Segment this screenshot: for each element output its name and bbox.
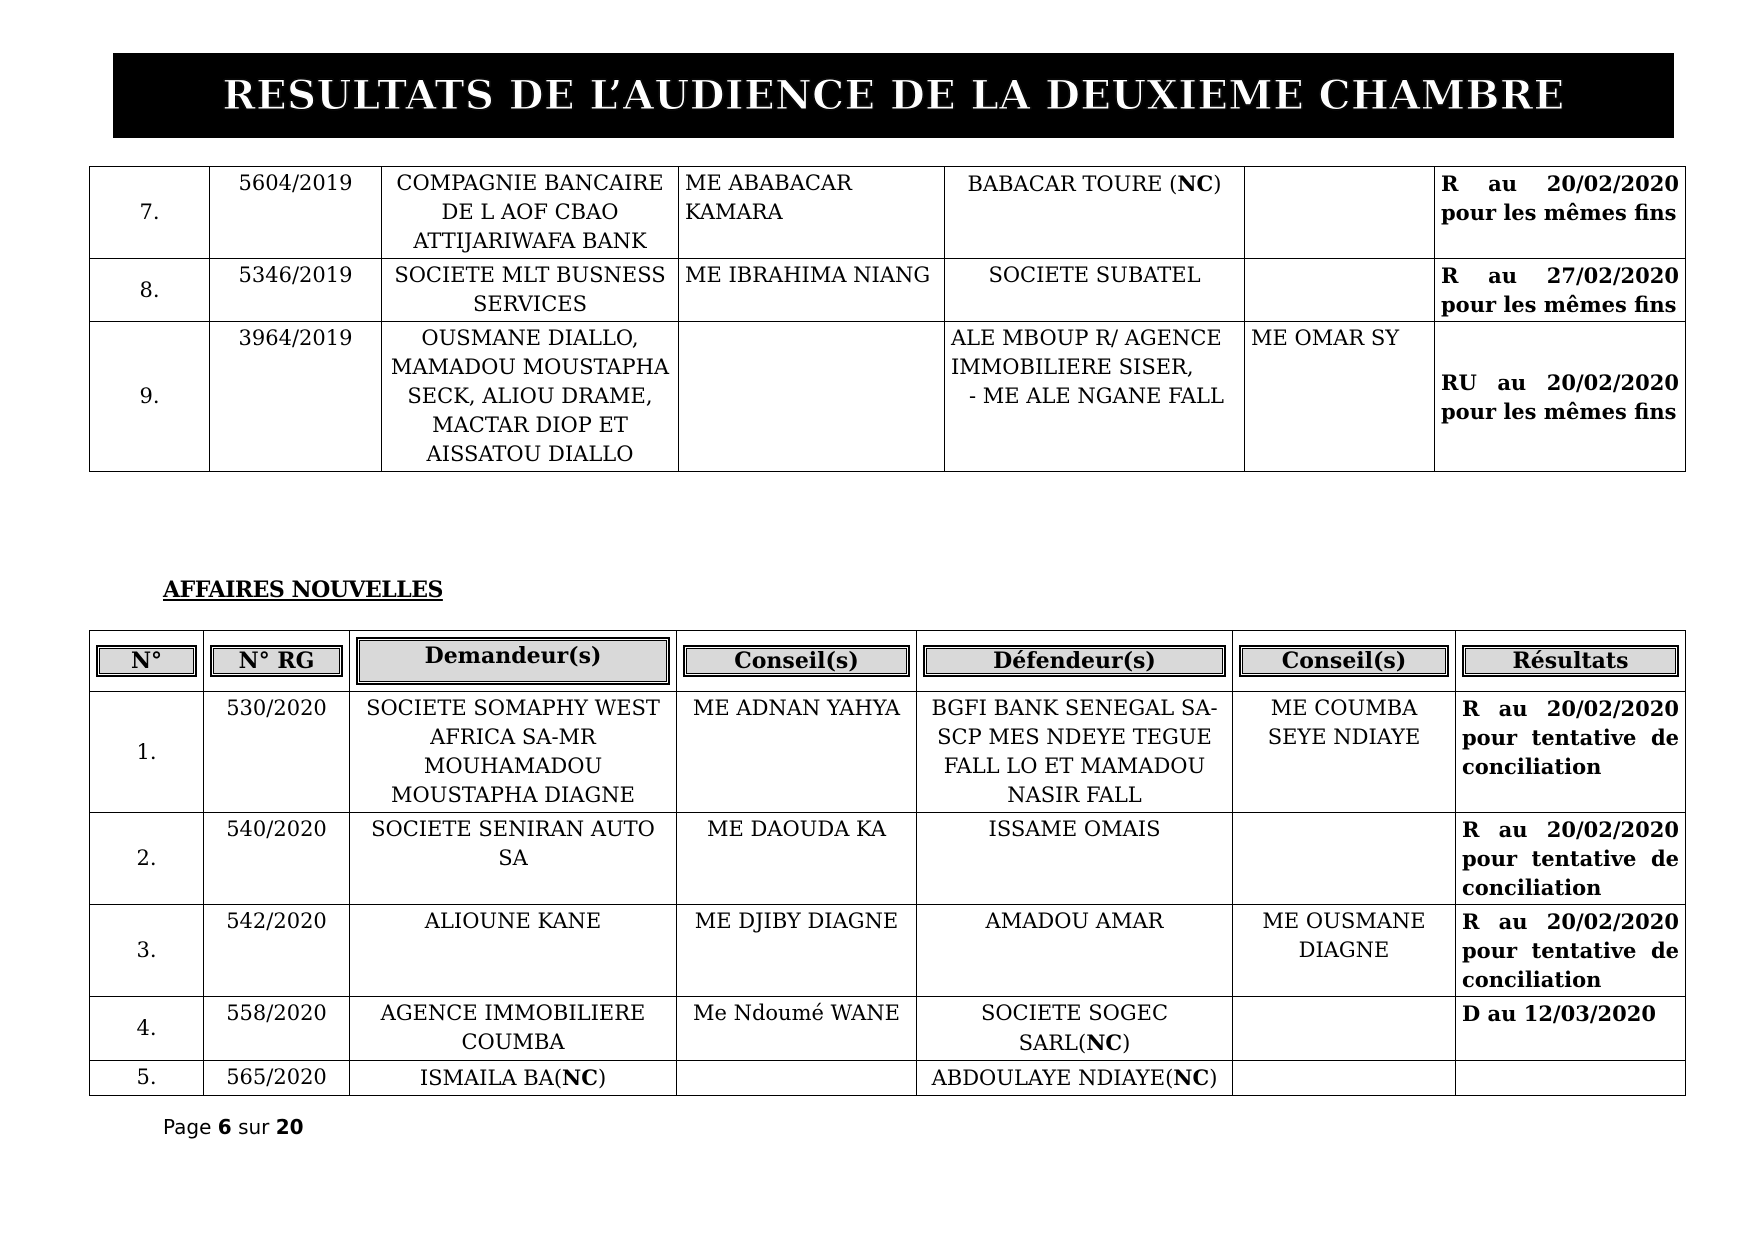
plaintiff-counsel: ME ADNAN YAHYA <box>677 692 917 813</box>
header-defendant <box>917 631 1233 692</box>
rg-number: 558/2020 <box>204 997 350 1061</box>
defendant-counsel: ME OUSMANE DIAGNE <box>1233 905 1456 997</box>
rg-number: 565/2020 <box>204 1061 350 1096</box>
rg-number: 5604/2019 <box>210 167 382 259</box>
header-rg <box>204 631 350 692</box>
header-label: Demandeur(s) <box>356 637 670 685</box>
header-result <box>1456 631 1686 692</box>
defendant-counsel: ME COUMBA SEYE NDIAYE <box>1233 692 1456 813</box>
plaintiff-counsel: ME IBRAHIMA NIANG <box>679 259 945 322</box>
table-row <box>90 905 1686 997</box>
table-row <box>90 1061 1686 1096</box>
header-label: N° RG <box>210 645 343 677</box>
defendant-line: ALE MBOUP R/ AGENCE IMMOBILIERE SISER, <box>951 326 1222 379</box>
header-number <box>90 631 204 692</box>
header-label: N° <box>96 645 197 677</box>
case-number: 4. <box>90 997 204 1061</box>
table-row <box>90 259 1686 322</box>
result: RU au 20/02/2020 pour les mêmes fins <box>1435 322 1686 472</box>
defendant: SOCIETE SUBATEL <box>945 259 1245 322</box>
plaintiff-counsel <box>677 1061 917 1096</box>
case-number: 8. <box>90 259 210 322</box>
nc-marker: NC <box>1173 1065 1210 1090</box>
defendant: BGFI BANK SENEGAL SA-SCP MES NDEYE TEGUE FALL LO ET MAMADOU NASIR FALL <box>917 692 1233 813</box>
result: R au 20/02/2020 pour tentative de conciliation <box>1456 813 1686 905</box>
defendant-counsel <box>1245 259 1435 322</box>
defendant-line: - ME ALE NGANE FALL <box>969 384 1224 408</box>
result: D au 12/03/2020 <box>1456 997 1686 1061</box>
defendant <box>917 1061 1233 1096</box>
header-label: Résultats <box>1462 645 1679 677</box>
rg-number: 530/2020 <box>204 692 350 813</box>
case-number: 7. <box>90 167 210 259</box>
plaintiff-close: ) <box>597 1066 607 1090</box>
sur-word: sur <box>238 1115 270 1139</box>
plaintiff: SOCIETE SOMAPHY WEST AFRICA SA-MR MOUHAMADOU MOUSTAPHA DIAGNE <box>350 692 677 813</box>
table-row <box>90 997 1686 1061</box>
nc-marker: NC <box>1177 171 1214 196</box>
header-defendant-counsel <box>1233 631 1456 692</box>
plaintiff-name: ISMAILA BA( <box>419 1066 563 1090</box>
case-number: 1. <box>90 692 204 813</box>
defendant-close: ) <box>1209 1066 1218 1090</box>
plaintiff-counsel: ME DJIBY DIAGNE <box>677 905 917 997</box>
table-row <box>90 322 1686 472</box>
page-title: RESULTATS DE L’AUDIENCE DE LA DEUXIEME CHAMBRE <box>222 72 1565 119</box>
plaintiff <box>350 1061 677 1096</box>
plaintiff-counsel: ME ABABACAR KAMARA <box>679 167 945 259</box>
section-title: AFFAIRES NOUVELLES <box>163 577 443 603</box>
defendant <box>917 997 1233 1061</box>
rg-number: 3964/2019 <box>210 322 382 472</box>
defendant-counsel <box>1245 167 1435 259</box>
nc-marker: NC <box>562 1065 598 1090</box>
plaintiff: COMPAGNIE BANCAIRE DE L AOF CBAO ATTIJARIWAFA BANK <box>382 167 679 259</box>
defendant: ISSAME OMAIS <box>917 813 1233 905</box>
table-row <box>90 692 1686 813</box>
plaintiff-counsel: Me Ndoumé WANE <box>677 997 917 1061</box>
header-label: Conseil(s) <box>1239 645 1449 677</box>
plaintiff: OUSMANE DIALLO, MAMADOU MOUSTAPHA SECK, ALIOU DRAME, MACTAR DIOP ET AISSATOU DIALLO <box>382 322 679 472</box>
rg-number: 542/2020 <box>204 905 350 997</box>
plaintiff: SOCIETE SENIRAN AUTO SA <box>350 813 677 905</box>
defendant: AMADOU AMAR <box>917 905 1233 997</box>
defendant-close: ) <box>1213 172 1222 196</box>
plaintiff: ALIOUNE KANE <box>350 905 677 997</box>
case-number: 3. <box>90 905 204 997</box>
header-plaintiff <box>350 631 677 692</box>
defendant-close: ) <box>1122 1031 1131 1055</box>
new-cases-table <box>89 630 1686 1096</box>
table-row <box>90 813 1686 905</box>
page-number: 6 <box>217 1115 232 1139</box>
nc-marker: NC <box>1086 1030 1123 1055</box>
case-number: 2. <box>90 813 204 905</box>
page-total: 20 <box>275 1115 304 1139</box>
defendant-name: SOCIETE SOGEC SARL( <box>980 1001 1169 1055</box>
plaintiff-counsel <box>679 322 945 472</box>
defendant-counsel: ME OMAR SY <box>1245 322 1435 472</box>
plaintiff: AGENCE IMMOBILIERE COUMBA <box>350 997 677 1061</box>
header-label: Conseil(s) <box>683 645 910 677</box>
defendant-counsel <box>1233 813 1456 905</box>
plaintiff-counsel: ME DAOUDA KA <box>677 813 917 905</box>
page-word: Page <box>163 1115 212 1139</box>
rg-number: 540/2020 <box>204 813 350 905</box>
case-number: 9. <box>90 322 210 472</box>
defendant-counsel <box>1233 997 1456 1061</box>
defendant-counsel <box>1233 1061 1456 1096</box>
table-row <box>90 167 1686 259</box>
page-footer <box>163 1115 304 1139</box>
defendant-name: BABACAR TOURE ( <box>967 172 1178 196</box>
result: R au 27/02/2020 pour les mêmes fins <box>1435 259 1686 322</box>
table-header-row <box>90 631 1686 692</box>
header-plaintiff-counsel <box>677 631 917 692</box>
defendant <box>945 322 1245 472</box>
result <box>1456 1061 1686 1096</box>
result: R au 20/02/2020 pour les mêmes fins <box>1435 167 1686 259</box>
result: R au 20/02/2020 pour tentative de conciliation <box>1456 905 1686 997</box>
case-number: 5. <box>90 1061 204 1096</box>
results-table-continued <box>89 166 1686 472</box>
plaintiff: SOCIETE MLT BUSNESS SERVICES <box>382 259 679 322</box>
rg-number: 5346/2019 <box>210 259 382 322</box>
header-label: Défendeur(s) <box>923 645 1226 677</box>
defendant-name: ABDOULAYE NDIAYE( <box>931 1066 1174 1090</box>
defendant <box>945 167 1245 259</box>
header-banner <box>113 53 1674 138</box>
result: R au 20/02/2020 pour tentative de conciliation <box>1456 692 1686 813</box>
